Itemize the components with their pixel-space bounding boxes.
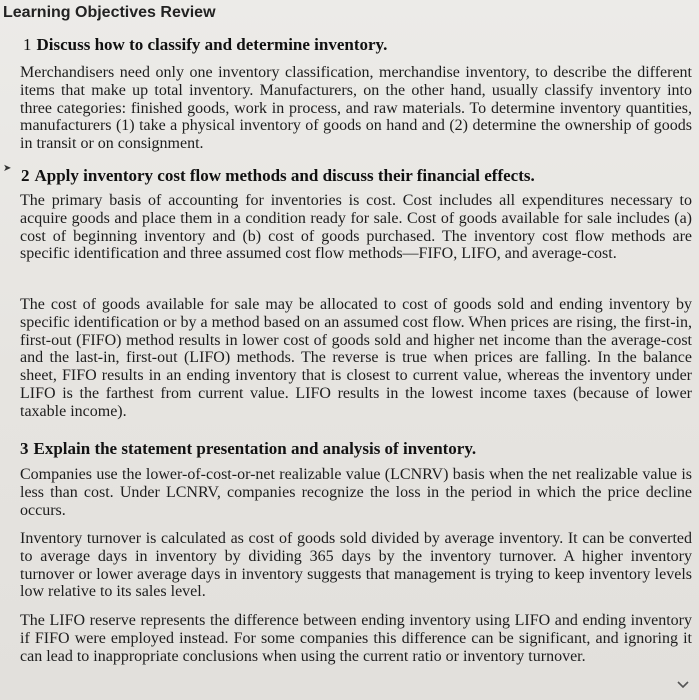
side-marker-icon: ➤ — [3, 163, 12, 174]
objective-2-heading — [21, 166, 535, 186]
objective-2-paragraph-2: The cost of goods available for sale may be allocated to cost of goods sold and ending inventory by specific identification or by a method based on an assumed cost flow. When prices are rising, the first-in, first-out (FIFO) method results in lower cost of goods sold and higher net income than the average-cost and the last-in, first-out (LIFO) methods. The reverse is true when prices are falling. In the balance sheet, FIFO results in an ending inventory that is closest to current value, whereas the inventory under LIFO is the farthest from current value. LIFO results in the lowest income taxes (because of lower taxable income). — [20, 296, 692, 420]
objective-number: 3 — [20, 439, 29, 458]
objective-heading-text: Explain the statement presentation and analysis of inventory. — [33, 439, 477, 458]
objective-number: 2 — [21, 166, 30, 185]
objective-3-paragraph-3: The LIFO reserve represents the difference between ending inventory using LIFO and ending inventory if FIFO were employed instead. For some companies this difference can be significant, and ignoring it can lead to inappropriate conclusions when using the current ratio or inventory turnover. — [20, 612, 692, 665]
objective-heading-text: Discuss how to classify and determine inventory. — [36, 35, 388, 54]
objective-3-paragraph-1: Companies use the lower-of-cost-or-net realizable value (LCNRV) basis when the net realizable value is less than cost. Under LCNRV, companies recognize the loss in the period in which the price decline occurs. — [20, 466, 692, 519]
objective-3-paragraph-2: Inventory turnover is calculated as cost of goods sold divided by average inventory. It can be converted to average days in inventory by dividing 365 days by the inventory turnover. A higher inventory turnover or lower average days in inventory suggests that management is trying to keep inventory levels low relative to its sales level. — [20, 530, 692, 601]
objective-number: 1 — [23, 35, 32, 54]
objective-3-heading — [20, 439, 476, 459]
page-title: Learning Objectives Review — [3, 4, 216, 21]
chevron-down-icon[interactable] — [676, 678, 690, 692]
objective-1-heading — [23, 35, 387, 55]
objective-heading-text: Apply inventory cost flow methods and discuss their financial effects. — [34, 166, 535, 185]
objective-2-paragraph-1: The primary basis of accounting for inventories is cost. Cost includes all expenditures necessary to acquire goods and place them in a condition ready for sale. Cost of goods available for sale includes (a) cost of beginning inventory and (b) cost of goods purchased. The inventory cost flow methods are specific identification and three assumed cost flow methods—FIFO, LIFO, and average-cost. — [20, 192, 692, 263]
objective-1-paragraph-1: Merchandisers need only one inventory classification, merchandise inventory, to describe the different items that make up total inventory. Manufacturers, on the other hand, usually classify inventory into three categories: finished goods, work in process, and raw materials. To determine inventory quantities, manufacturers (1) take a physical inventory of goods on hand and (2) determine the ownership of goods in transit or on consignment. — [20, 64, 692, 153]
